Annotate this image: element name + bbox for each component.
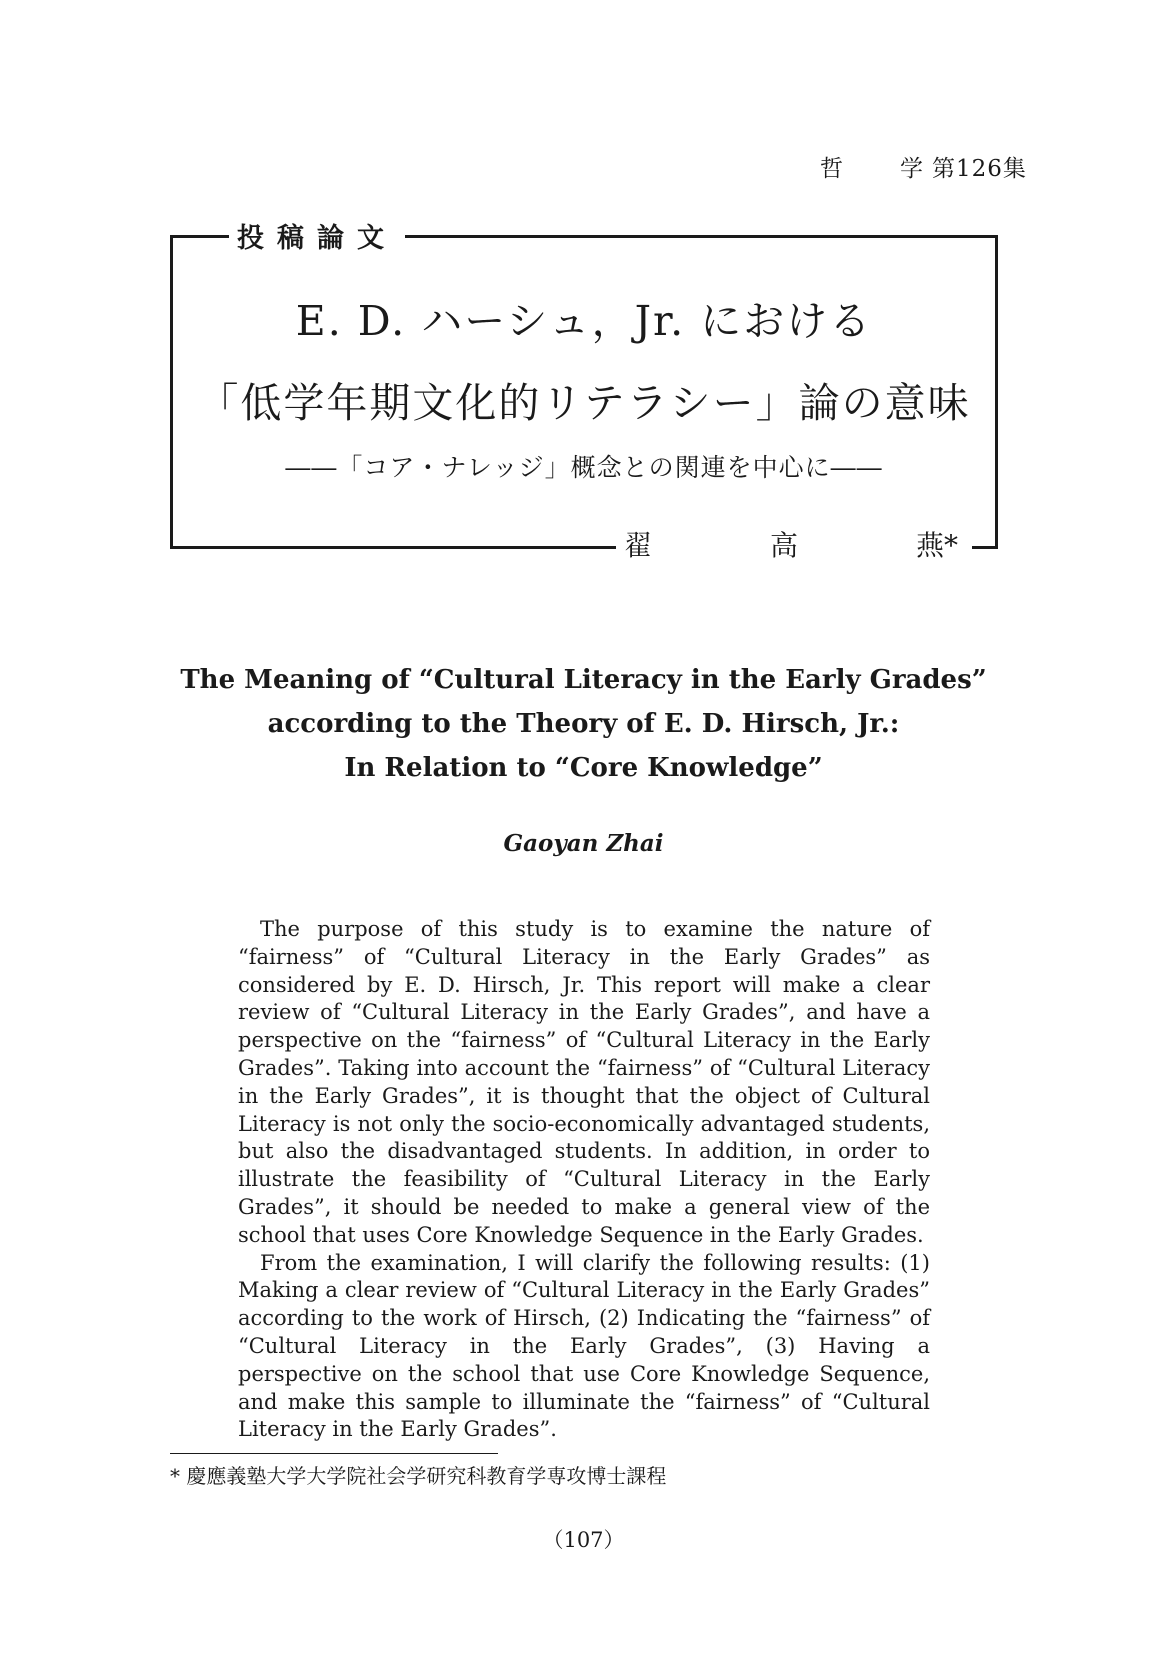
journal-name-1: 哲 [820,156,844,182]
journal-header [820,150,1027,183]
journal-name-2: 学 [900,156,924,182]
japanese-author [616,524,972,564]
author-char-3: 燕* [916,529,959,562]
journal-volume: 第126集 [932,156,1027,182]
english-title-line-2: according to the Theory of E. D. Hirsch, Jr.: [267,709,900,739]
footnote-divider [170,1453,498,1454]
japanese-title-line-2: 「低学年期文化的リテラシー」論の意味 [197,379,971,427]
article-type-label: 投稿論文 [229,216,405,255]
footnote: * 慶應義塾大学大学院社会学研究科教育学専攻博士課程 [170,1464,667,1488]
author-char-1: 翟 [624,529,653,562]
english-title-line-1: The Meaning of “Cultural Literacy in the Early Grades” [180,665,987,695]
english-title-line-3: In Relation to “Core Knowledge” [344,753,823,783]
english-author: Gaoyan Zhai [503,830,664,857]
abstract-paragraph-1: The purpose of this study is to examine the nature of “fairness” of “Cultural Literacy in the Early Grades” as considered by E. D. Hirsch, Jr. This report will make a clear review of “Cultural Literacy in the Early Grades”, and have a perspective on the “fairness” of “Cultural Literacy in the Early Grades”. Taking into account the “fairness” of “Cultural Literacy in the Early Grades”, it is thought that the object of Cultural Literacy is not only the socio-economically advantaged students, but also the disadvantaged students. In addition, in order to illustrate the feasibility of “Cultural Literacy in the Early Grades”, it should be needed to make a general view of the school that uses Core Knowledge Sequence in the Early Grades. [238,917,930,1247]
japanese-subtitle: ――「コア・ナレッジ」概念との関連を中心に―― [285,453,883,482]
japanese-title-line-1: E. D. ハーシュ，Jr. における [295,297,873,345]
english-title [100,658,1067,790]
abstract-paragraph-2: From the examination, I will clarify the following results: (1) Making a clear review of “Cultural Literacy in the Early Grades” according to the work of Hirsch, (2) Indicating the “fairness” of “Cultural Literacy in the Early Grades”, (3) Having a perspective on the school that use Core Knowledge Sequence, and make this sample to illuminate the “fairness” of “Cultural Literacy in the Early Grades”. [238,1250,930,1442]
page-number: （107） [542,1528,625,1552]
author-char-2: 高 [770,529,799,562]
abstract [238,916,930,1444]
title-box [170,223,998,562]
